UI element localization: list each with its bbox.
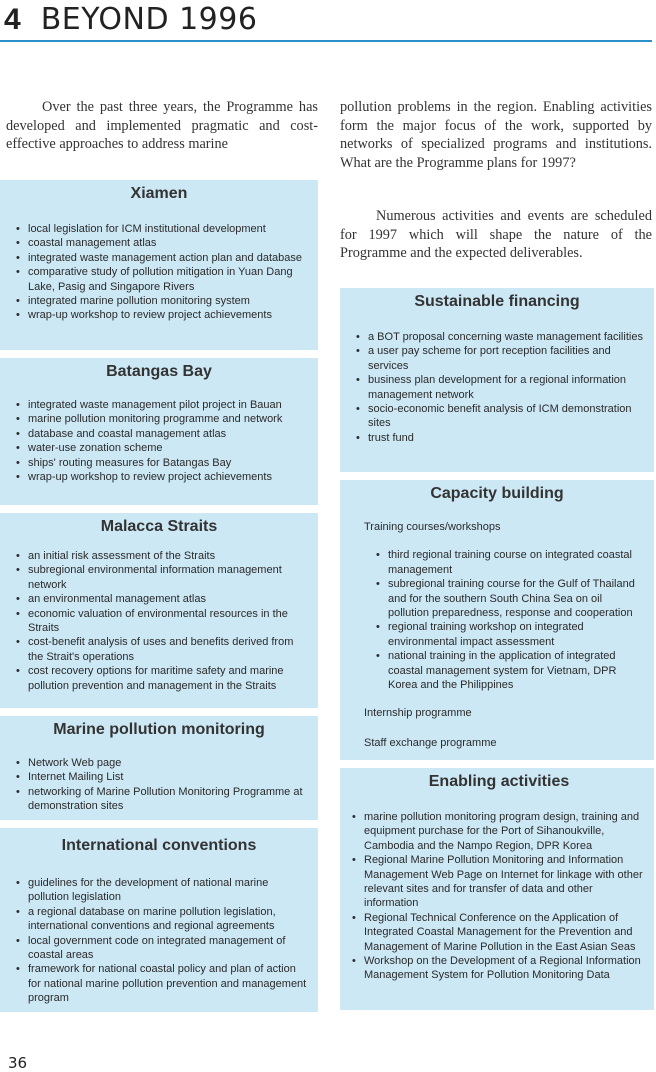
- list-item: • an initial risk assessment of the Straits: [16, 549, 310, 563]
- box-batangas-bay: [0, 358, 318, 505]
- list-item: • wrap-up workshop to review project achievements: [16, 470, 310, 484]
- intro-right-2: Numerous activities and events are scheduled for 1997 which will shape the nature of the Programme and the expected deliverables.: [340, 208, 652, 261]
- list-item: • Workshop on the Development of a Regional Information Management System for Pollution Monitoring Data: [352, 954, 646, 983]
- list-item: • national training in the application of integrated coastal management system for Vietnam, DPR Korea and the Philippines: [376, 649, 646, 692]
- chapter-heading: [4, 2, 257, 37]
- list-item: • business plan development for a regional information management network: [356, 373, 646, 402]
- item-list: [16, 549, 310, 693]
- list-item: • ships' routing measures for Batangas Bay: [16, 456, 310, 470]
- box-title: Marine pollution monitoring: [53, 721, 265, 738]
- box-enabling-activities: [340, 768, 654, 1010]
- list-item: • coastal management atlas: [16, 236, 310, 250]
- list-item: • Internet Mailing List: [16, 770, 310, 784]
- item-list: [352, 810, 646, 983]
- list-item: • cost recovery options for maritime safety and marine pollution prevention and management in the Straits: [16, 664, 310, 693]
- list-item: • trust fund: [356, 431, 646, 445]
- box-capacity-building: [340, 480, 654, 760]
- box-title: Sustainable financing: [414, 293, 580, 310]
- box-title: International conventions: [61, 837, 257, 854]
- list-item: • a regional database on marine pollution legislation, international conventions and regional agreements: [16, 905, 310, 934]
- list-item: • marine pollution monitoring programme and network: [16, 412, 310, 426]
- list-item: • Regional Technical Conference on the Application of Integrated Coastal Management for the Prevention and Management of Marine Pollution in the East Asian Seas: [352, 911, 646, 954]
- list-item: • water-use zonation scheme: [16, 441, 310, 455]
- item-list: [16, 222, 310, 323]
- list-item: • framework for national coastal policy and plan of action for national marine pollution prevention and management program: [16, 962, 310, 1005]
- list-item: • economic valuation of environmental resources in the Straits: [16, 607, 310, 636]
- list-item: • wrap-up workshop to review project achievements: [16, 308, 310, 322]
- box-title: Capacity building: [430, 485, 564, 502]
- internship-label: Internship programme: [364, 707, 472, 720]
- list-item: • cost-benefit analysis of uses and benefits derived from the Strait's operations: [16, 635, 310, 664]
- list-item: • local legislation for ICM institutional development: [16, 222, 310, 236]
- list-item: • regional training workshop on integrated environmental impact assessment: [376, 620, 646, 649]
- box-xiamen: [0, 180, 318, 350]
- list-item: • integrated waste management pilot project in Bauan: [16, 398, 310, 412]
- item-list: [356, 330, 646, 445]
- heading-rule: [0, 40, 652, 42]
- page-number: 36: [8, 1054, 28, 1072]
- list-item: • subregional environmental information management network: [16, 563, 310, 592]
- list-item: • integrated marine pollution monitoring system: [16, 294, 310, 308]
- item-list: [16, 398, 310, 484]
- list-item: • subregional training course for the Gulf of Thailand and for the southern South China Sea on oil pollution preparedness, response and cooperation: [376, 577, 646, 620]
- list-item: • database and coastal management atlas: [16, 427, 310, 441]
- list-item: • networking of Marine Pollution Monitoring Programme at demonstration sites: [16, 785, 310, 814]
- list-item: • a BOT proposal concerning waste management facilities: [356, 330, 646, 344]
- box-title: Xiamen: [130, 185, 188, 202]
- box-marine-pollution-monitoring: [0, 716, 318, 820]
- box-title: Enabling activities: [428, 773, 570, 790]
- list-item: • Network Web page: [16, 756, 310, 770]
- list-item: • local government code on integrated management of coastal areas: [16, 934, 310, 963]
- list-item: • guidelines for the development of national marine pollution legislation: [16, 876, 310, 905]
- box-title: Batangas Bay: [106, 363, 212, 380]
- training-label: Training courses/workshops: [364, 521, 501, 533]
- list-item: • Regional Marine Pollution Monitoring and Information Management Web Page on Internet for linkage with other relevant sites and for transfer of data and other information: [352, 853, 646, 911]
- box-international-conventions: [0, 828, 318, 1012]
- item-list: [16, 756, 310, 814]
- list-item: • socio-economic benefit analysis of ICM demonstration sites: [356, 402, 646, 431]
- box-malacca-straits: [0, 513, 318, 708]
- list-item: • comparative study of pollution mitigation in Yuan Dang Lake, Pasig and Singapore Rivers: [16, 265, 310, 294]
- intro-right: pollution problems in the region. Enabling activities form the major focus of the work, supported by networks of specialized programs and institutions. What are the Programme plans for 1997?: [340, 99, 652, 171]
- chapter-number: 4: [4, 3, 21, 36]
- box-sustainable-financing: [340, 288, 654, 472]
- list-item: • integrated waste management action plan and database: [16, 251, 310, 265]
- item-list: [16, 876, 310, 1006]
- box-title: Malacca Straits: [100, 518, 218, 535]
- staff-exchange-label: Staff exchange programme: [364, 736, 497, 749]
- list-item: • a user pay scheme for port reception facilities and services: [356, 344, 646, 373]
- list-item: • marine pollution monitoring program design, training and equipment purchase for the Port of Sihanoukville, Cambodia and the Nampo Region, DPR Korea: [352, 810, 646, 853]
- chapter-title: BEYOND 1996: [40, 2, 258, 37]
- item-list: [364, 548, 646, 692]
- intro-left: Over the past three years, the Programme has developed and implemented pragmatic and cost-effective approaches to address marine: [6, 99, 318, 152]
- list-item: • third regional training course on integrated coastal management: [376, 548, 646, 577]
- list-item: • an environmental management atlas: [16, 592, 310, 606]
